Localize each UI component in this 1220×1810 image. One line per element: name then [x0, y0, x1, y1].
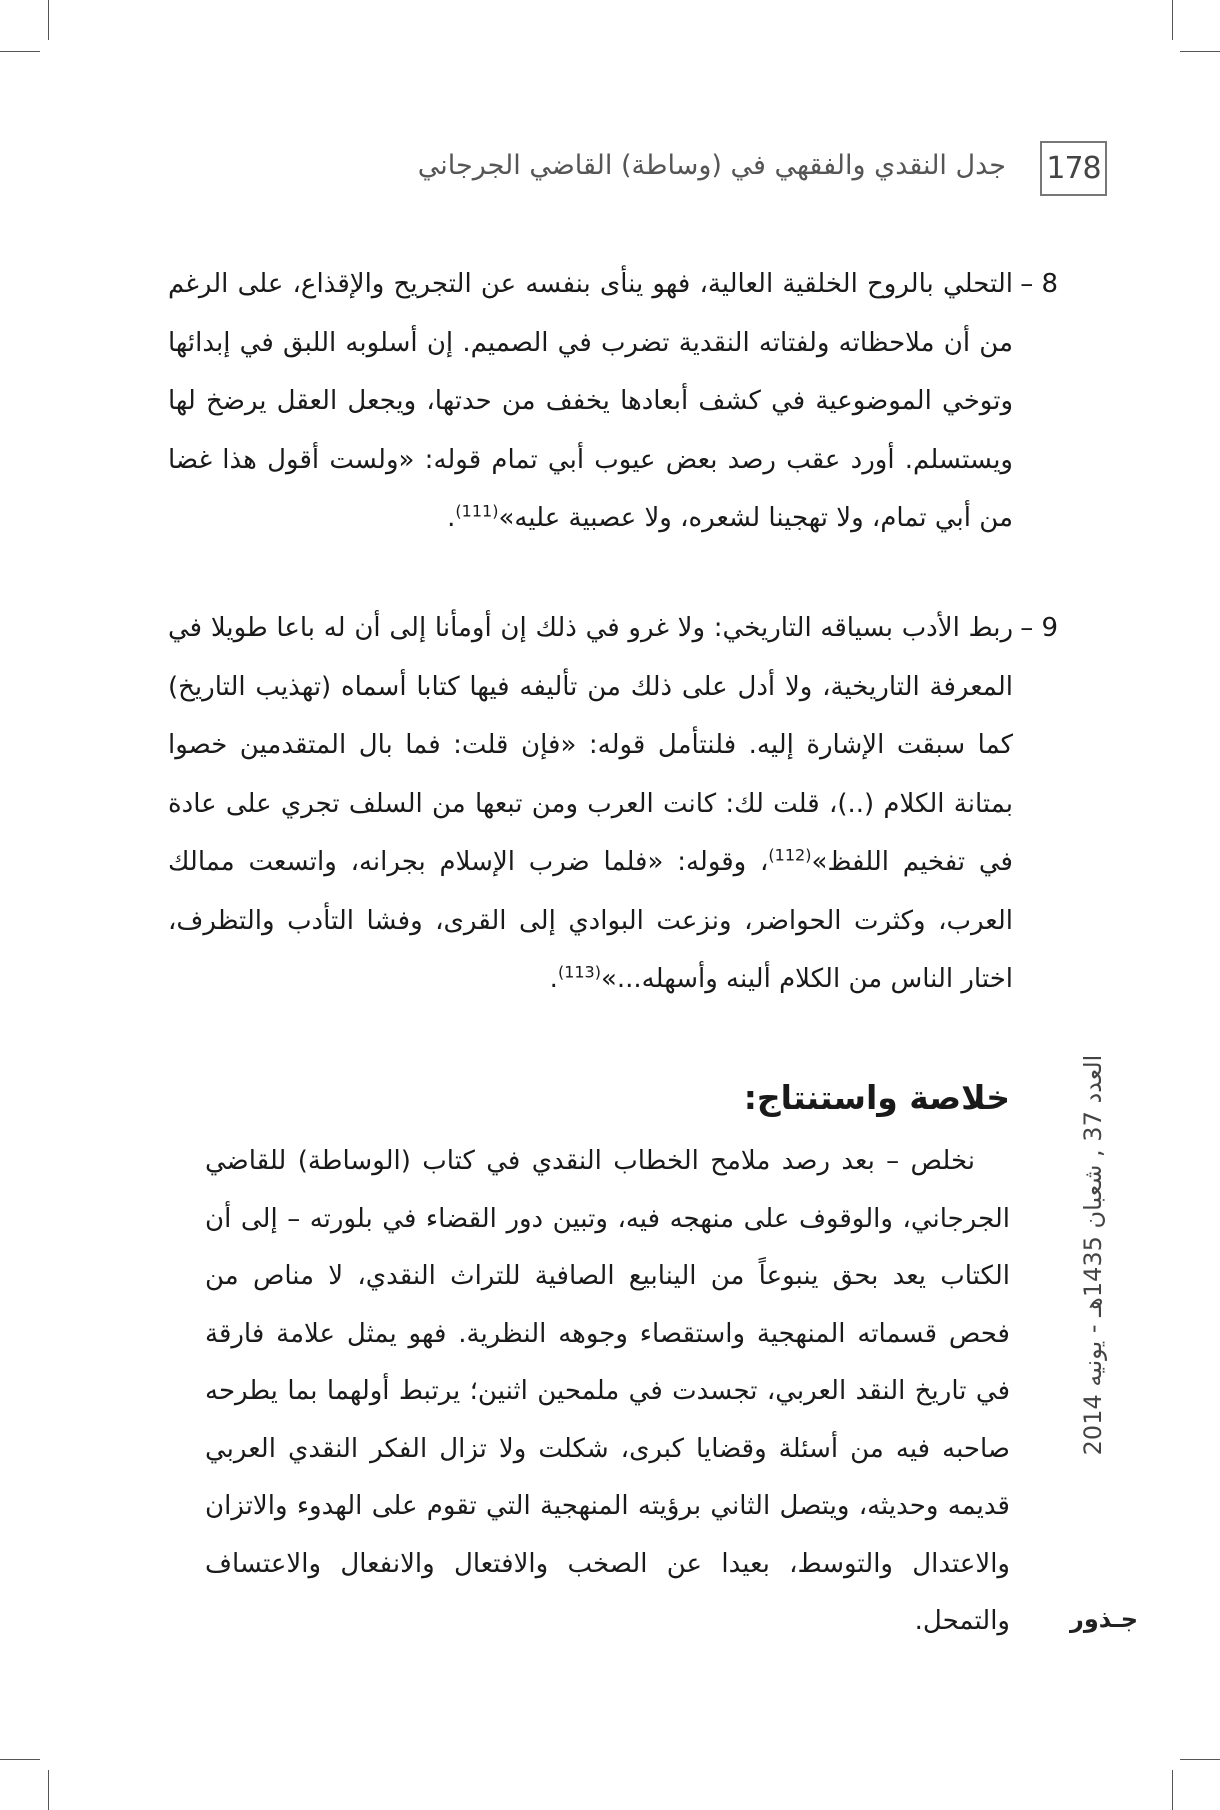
- list-item-body: التحلي بالروح الخلقية العالية، فهو ينأى بنفسه عن التجريح والإقذاع، على الرغم من أن ملاحظاته ولفتاته النقدية تضرب في الصميم. إن أسلوبه اللبق في إبدائها وتوخي الموضوعية في كشف أبعادها يخفف من حدتها، ويجعل العقل يرضخ لها ويستسلم. أورد عقب رصد بعض عيوب أبي تمام قوله: «ولست أقول هذا غضا من أبي تمام، ولا تهجينا لشعره، ولا عصبية عليه»: [168, 269, 1013, 533]
- crop-mark: [0, 51, 40, 52]
- section-heading: خلاصة واستنتاج:: [743, 1078, 1010, 1117]
- list-item-body-continued: ، وقوله: «فلما ضرب الإسلام بجرانه، واتسعت ممالك العرب، وكثرت الحواضر، ونزعت البوادي إلى القرى، وفشا التأدب والتظرف، اختار الناس من الكلام ألينه وأسهله...»: [168, 847, 1013, 994]
- footnote-ref: (111): [455, 501, 499, 521]
- list-item: [168, 599, 1058, 1009]
- list-item-tail: .: [447, 503, 456, 533]
- conclusion-paragraph: نخلص – بعد رصد ملامح الخطاب النقدي في كتاب (الوساطة) للقاضي الجرجاني، والوقوف على منهجه فيه، وتبين دور القضاء في بلورته – إلى أن الكتاب يعد بحق ينبوعاً من الينابيع الصافية للتراث النقدي، لا مناص من فحص قسماته المنهجية واستقصاء وجوهه النظرية. فهو يمثل علامة فارقة في تاريخ النقد العربي، تجسدت في ملمحين اثنين؛ يرتبط أولهما بما يطرحه صاحبه فيه من أسئلة وقضايا كبرى، شكلت ولا تزال الفكر النقدي العربي قديمه وحديثه، ويتصل الثاني برؤيته المنهجية التي تقوم على الهدوء والاتزان والاعتدال والتوسط، بعيدا عن الصخب والافتعال والانفعال والاعتساف والتمحل.: [205, 1146, 1010, 1636]
- list-item-number: 9 –: [1020, 613, 1058, 643]
- list-item: [168, 255, 1058, 548]
- crop-mark: [1180, 1759, 1220, 1760]
- crop-mark: [48, 0, 49, 40]
- page-number: 178: [1040, 141, 1107, 196]
- journal-logo: جـذور: [1070, 1605, 1139, 1633]
- crop-mark: [1172, 1770, 1173, 1810]
- footnote-ref: (112): [768, 845, 812, 865]
- list-item-body: ربط الأدب بسياقه التاريخي: ولا غرو في ذلك إن أومأنا إلى أن له باعا طويلا في المعرفة التاريخية، ولا أدل على ذلك من تأليفه فيها كتابا أسماه (تهذيب التاريخ) كما سبقت الإشارة إليه. فلنتأمل قوله: «فإن قلت: فما بال المتقدمين خصوا بمتانة الكلام (..)، قلت لك: كانت العرب ومن تبعها من السلف تجري على عادة في تفخيم اللفظ»: [168, 613, 1013, 877]
- list-item-text: [168, 255, 1013, 548]
- list-item-tail: .: [549, 964, 558, 994]
- crop-mark: [0, 1759, 40, 1760]
- crop-mark: [1180, 51, 1220, 52]
- issue-info: العدد 37 , شعبان 1435هـ - يونيه 2014: [1079, 1054, 1107, 1456]
- running-title: جدل النقدي والفقهي في (وساطة) القاضي الجرجاني: [417, 150, 1006, 181]
- crop-mark: [48, 1770, 49, 1810]
- footnote-ref: (113): [557, 962, 601, 982]
- list-item-text: [168, 599, 1013, 1009]
- list-item-number: 8 –: [1020, 269, 1058, 299]
- crop-mark: [1172, 0, 1173, 40]
